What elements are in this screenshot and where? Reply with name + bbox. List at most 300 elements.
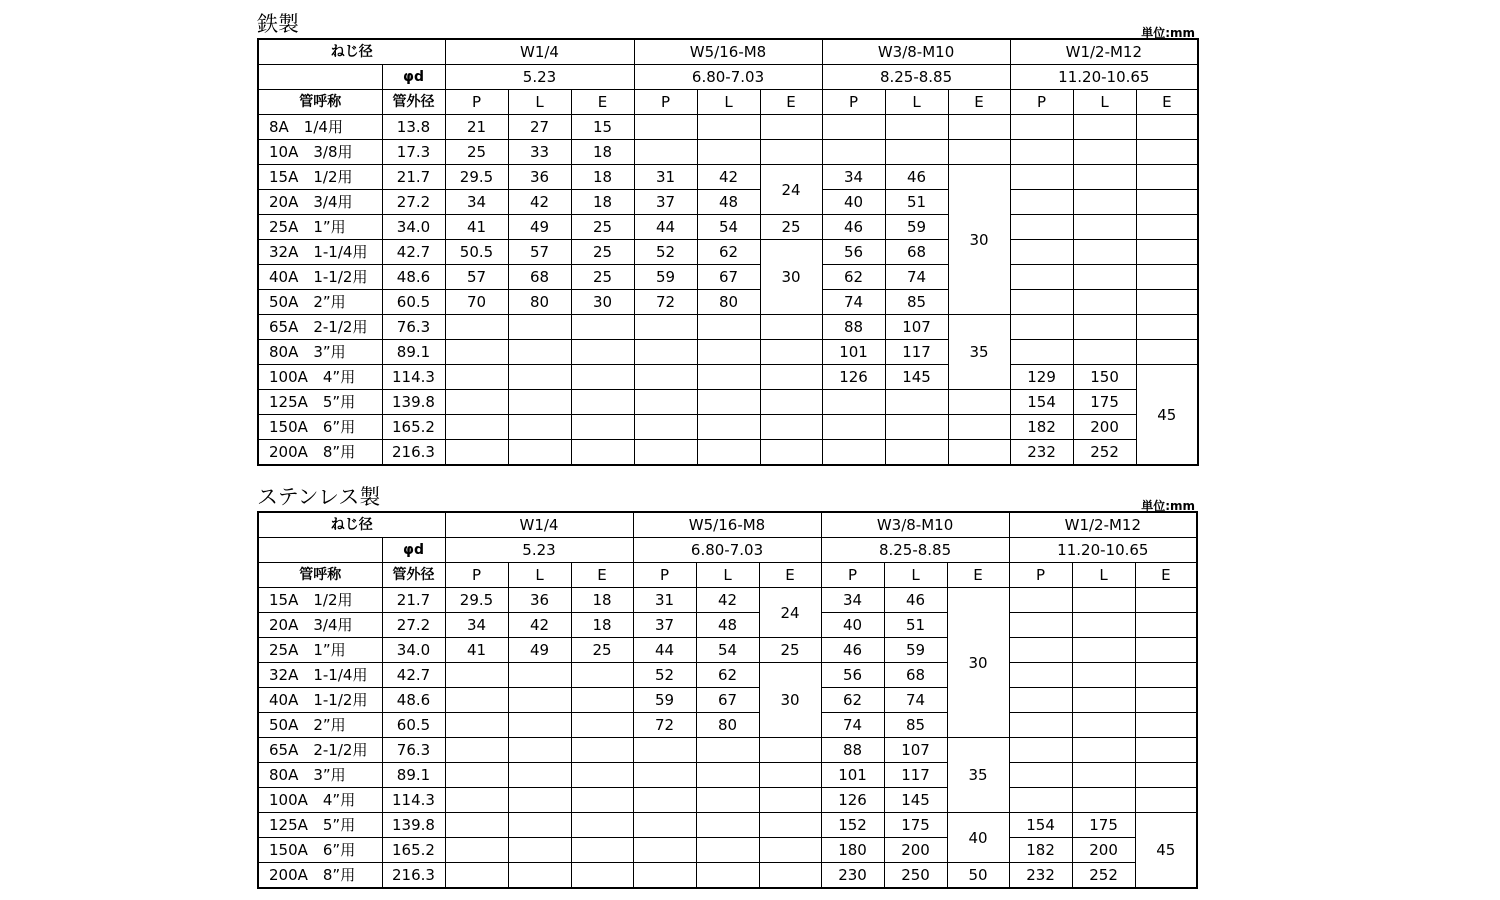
table-row	[258, 165, 1198, 190]
cell: 18	[571, 165, 634, 190]
table-row	[258, 240, 1198, 265]
cell	[1009, 713, 1072, 738]
cell	[948, 390, 1010, 415]
cell: 34	[822, 165, 885, 190]
cell: 40	[821, 613, 884, 638]
cell: 74	[822, 290, 885, 315]
pipe-name: 125A 5”用	[258, 813, 382, 838]
cell: 52	[634, 240, 697, 265]
cell	[445, 663, 508, 688]
cell: 25	[571, 240, 634, 265]
cell	[633, 763, 696, 788]
cell	[759, 788, 821, 813]
outer-diameter: 114.3	[382, 788, 445, 813]
phi-w38: 8.25-8.85	[821, 538, 1009, 563]
cell	[1136, 165, 1198, 190]
cell	[948, 140, 1010, 165]
cell	[571, 738, 633, 763]
cell	[445, 415, 508, 440]
pipe-name: 20A 3/4用	[258, 190, 382, 215]
table-row	[258, 140, 1198, 165]
outer-diameter: 139.8	[382, 813, 445, 838]
cell	[1135, 788, 1197, 813]
cell: 18	[571, 190, 634, 215]
pipe-name: 200A 8”用	[258, 863, 382, 889]
cell	[696, 863, 759, 889]
cell: 62	[696, 663, 759, 688]
cell: 200	[884, 838, 947, 863]
cell	[696, 788, 759, 813]
cell	[1009, 688, 1072, 713]
pipe-name: 15A 1/2用	[258, 165, 382, 190]
cell	[1073, 340, 1136, 365]
cell: 88	[821, 738, 884, 763]
outer-diameter: 89.1	[382, 340, 445, 365]
outer-diameter: 34.0	[382, 215, 445, 240]
cell: 180	[821, 838, 884, 863]
merged-e: 30	[947, 588, 1009, 738]
cell	[1135, 613, 1197, 638]
cell	[697, 440, 760, 466]
cell: 18	[571, 613, 633, 638]
cell	[571, 838, 633, 863]
thread-w516: W5/16-M8	[634, 39, 822, 65]
cell	[822, 115, 885, 140]
cell: 59	[885, 215, 948, 240]
cell	[760, 315, 822, 340]
cell	[885, 440, 948, 466]
cell	[1073, 240, 1136, 265]
cell: 74	[884, 688, 947, 713]
cell: 29.5	[445, 588, 508, 613]
cell: 46	[884, 588, 947, 613]
cell: 62	[821, 688, 884, 713]
cell: 182	[1009, 838, 1072, 863]
cell: 175	[1073, 390, 1136, 415]
cell	[1010, 190, 1073, 215]
table-row	[258, 315, 1198, 340]
cell	[1073, 165, 1136, 190]
merged-e: 25	[760, 215, 822, 240]
cell	[696, 838, 759, 863]
cell	[1136, 140, 1198, 165]
cell	[1072, 788, 1135, 813]
cell	[948, 415, 1010, 440]
thread-diameter-label: ねじ径	[258, 512, 445, 538]
cell: 80	[697, 290, 760, 315]
cell	[759, 838, 821, 863]
cell: 44	[633, 638, 696, 663]
cell	[633, 738, 696, 763]
cell	[1010, 165, 1073, 190]
table-row	[258, 813, 1197, 838]
cell	[1010, 140, 1073, 165]
cell: 250	[884, 863, 947, 889]
cell	[1072, 638, 1135, 663]
phi-w12: 11.20-10.65	[1010, 65, 1198, 90]
outer-diameter: 89.1	[382, 763, 445, 788]
cell: 51	[885, 190, 948, 215]
col-l: L	[697, 90, 760, 115]
cell	[1010, 340, 1073, 365]
phi-w516: 6.80-7.03	[633, 538, 821, 563]
cell	[1010, 215, 1073, 240]
cell	[759, 863, 821, 889]
cell	[633, 863, 696, 889]
outer-diameter: 60.5	[382, 713, 445, 738]
col-e: E	[1135, 563, 1197, 588]
stainless-section	[257, 483, 1197, 889]
cell: 80	[508, 290, 571, 315]
cell: 107	[885, 315, 948, 340]
cell	[760, 415, 822, 440]
outer-diameter: 216.3	[382, 440, 445, 466]
iron-section	[257, 10, 1197, 466]
table-row	[258, 838, 1197, 863]
col-e: E	[759, 563, 821, 588]
cell	[1072, 663, 1135, 688]
outer-diameter: 165.2	[382, 838, 445, 863]
cell: 80	[696, 713, 759, 738]
col-p: P	[822, 90, 885, 115]
cell: 46	[822, 215, 885, 240]
cell: 175	[1072, 813, 1135, 838]
cell	[634, 340, 697, 365]
col-e: E	[760, 90, 822, 115]
table-row	[258, 688, 1197, 713]
cell: 59	[634, 265, 697, 290]
cell	[697, 390, 760, 415]
pipe-name: 200A 8”用	[258, 440, 382, 466]
cell	[760, 115, 822, 140]
table-row	[258, 190, 1198, 215]
cell: 182	[1010, 415, 1073, 440]
cell: 34	[821, 588, 884, 613]
cell: 46	[885, 165, 948, 190]
cell	[633, 838, 696, 863]
blank-cell	[258, 538, 382, 563]
cell: 36	[508, 165, 571, 190]
stainless-title: ステンレス製	[257, 485, 381, 509]
cell	[445, 390, 508, 415]
cell	[1135, 738, 1197, 763]
iron-unit-label: 単位:mm	[1141, 26, 1195, 40]
cell: 18	[571, 588, 633, 613]
phi-w516: 6.80-7.03	[634, 65, 822, 90]
cell	[1073, 290, 1136, 315]
outer-diameter: 60.5	[382, 290, 445, 315]
cell	[445, 863, 508, 889]
table-row	[258, 390, 1198, 415]
cell	[1072, 713, 1135, 738]
outer-diameter: 42.7	[382, 663, 445, 688]
cell	[1073, 265, 1136, 290]
col-l: L	[508, 90, 571, 115]
cell	[1009, 638, 1072, 663]
cell	[508, 738, 571, 763]
thread-w12: W1/2-M12	[1009, 512, 1197, 538]
cell	[1136, 115, 1198, 140]
cell	[1009, 663, 1072, 688]
cell	[822, 390, 885, 415]
merged-e: 30	[759, 663, 821, 738]
cell	[822, 415, 885, 440]
col-l: L	[885, 90, 948, 115]
pipe-name: 150A 6”用	[258, 838, 382, 863]
cell: 42	[508, 190, 571, 215]
cell	[634, 440, 697, 466]
cell	[697, 140, 760, 165]
cell	[508, 863, 571, 889]
cell	[1010, 315, 1073, 340]
cell	[760, 340, 822, 365]
cell	[1136, 215, 1198, 240]
cell: 68	[884, 663, 947, 688]
cell: 25	[445, 140, 508, 165]
pipe-name: 65A 2-1/2用	[258, 315, 382, 340]
pipe-name: 125A 5”用	[258, 390, 382, 415]
cell: 72	[634, 290, 697, 315]
outer-diameter: 27.2	[382, 613, 445, 638]
cell: 117	[885, 340, 948, 365]
cell	[508, 415, 571, 440]
outer-diameter: 27.2	[382, 190, 445, 215]
cell: 46	[821, 638, 884, 663]
pipe-name: 10A 3/8用	[258, 140, 382, 165]
cell	[1073, 190, 1136, 215]
cell: 145	[884, 788, 947, 813]
cell: 68	[508, 265, 571, 290]
pipe-name: 100A 4”用	[258, 365, 382, 390]
cell: 154	[1010, 390, 1073, 415]
thread-w516: W5/16-M8	[633, 512, 821, 538]
cell	[1135, 638, 1197, 663]
cell: 34	[445, 190, 508, 215]
cell: 70	[445, 290, 508, 315]
iron-col-label-row	[258, 90, 1198, 115]
cell: 18	[571, 140, 634, 165]
cell	[760, 440, 822, 466]
cell: 67	[696, 688, 759, 713]
cell	[445, 838, 508, 863]
cell: 252	[1072, 863, 1135, 889]
cell: 34	[445, 613, 508, 638]
cell: 30	[571, 290, 634, 315]
col-l: L	[1073, 90, 1136, 115]
cell: 88	[822, 315, 885, 340]
pipe-name: 32A 1-1/4用	[258, 240, 382, 265]
cell	[1136, 340, 1198, 365]
table-row	[258, 788, 1197, 813]
pipe-name-label: 管呼称	[258, 563, 382, 588]
pipe-name: 25A 1”用	[258, 638, 382, 663]
stainless-col-label-row	[258, 563, 1197, 588]
cell: 25	[571, 638, 633, 663]
merged-e: 50	[947, 863, 1009, 889]
cell: 232	[1010, 440, 1073, 466]
cell: 42	[508, 613, 571, 638]
outer-diameter-label: 管外径	[382, 563, 445, 588]
outer-diameter: 48.6	[382, 688, 445, 713]
cell	[445, 340, 508, 365]
iron-spec-table	[257, 38, 1199, 466]
merged-e: 25	[759, 638, 821, 663]
thread-w14: W1/4	[445, 512, 633, 538]
cell	[1009, 738, 1072, 763]
cell	[1072, 613, 1135, 638]
cell: 62	[697, 240, 760, 265]
cell: 49	[508, 638, 571, 663]
cell	[1135, 688, 1197, 713]
table-row	[258, 440, 1198, 466]
phi-d-label: φd	[382, 538, 445, 563]
merged-e: 35	[948, 315, 1010, 390]
table-row	[258, 265, 1198, 290]
cell	[822, 140, 885, 165]
cell	[571, 663, 633, 688]
col-l: L	[508, 563, 571, 588]
cell	[571, 440, 634, 466]
cell: 36	[508, 588, 571, 613]
cell	[1135, 763, 1197, 788]
pipe-name: 80A 3”用	[258, 763, 382, 788]
col-p: P	[445, 563, 508, 588]
cell	[633, 788, 696, 813]
cell	[445, 440, 508, 466]
cell	[1073, 115, 1136, 140]
cell: 31	[634, 165, 697, 190]
cell	[571, 365, 634, 390]
cell: 29.5	[445, 165, 508, 190]
cell: 57	[445, 265, 508, 290]
cell: 232	[1009, 863, 1072, 889]
cell	[948, 440, 1010, 466]
cell	[697, 315, 760, 340]
cell: 101	[821, 763, 884, 788]
pipe-name: 20A 3/4用	[258, 613, 382, 638]
cell: 42	[697, 165, 760, 190]
cell	[1072, 738, 1135, 763]
thread-w14: W1/4	[445, 39, 634, 65]
cell: 52	[633, 663, 696, 688]
cell	[508, 663, 571, 688]
table-row	[258, 613, 1197, 638]
cell	[1072, 688, 1135, 713]
cell	[571, 763, 633, 788]
cell	[1009, 763, 1072, 788]
pipe-name: 100A 4”用	[258, 788, 382, 813]
cell: 101	[822, 340, 885, 365]
cell	[759, 813, 821, 838]
cell	[508, 390, 571, 415]
outer-diameter: 42.7	[382, 240, 445, 265]
iron-phi-row	[258, 65, 1198, 90]
table-row	[258, 215, 1198, 240]
cell: 62	[822, 265, 885, 290]
cell	[508, 688, 571, 713]
cell: 107	[884, 738, 947, 763]
cell	[634, 365, 697, 390]
cell	[697, 340, 760, 365]
blank-cell	[258, 65, 382, 90]
table-row	[258, 365, 1198, 390]
cell: 21	[445, 115, 508, 140]
stainless-unit-label: 単位:mm	[1141, 499, 1195, 513]
cell	[1010, 240, 1073, 265]
pipe-name: 25A 1”用	[258, 215, 382, 240]
table-row	[258, 663, 1197, 688]
cell	[1010, 290, 1073, 315]
cell: 56	[821, 663, 884, 688]
cell: 85	[885, 290, 948, 315]
col-p: P	[633, 563, 696, 588]
merged-e: 30	[948, 165, 1010, 315]
outer-diameter: 76.3	[382, 315, 445, 340]
pipe-name: 8A 1/4用	[258, 115, 382, 140]
cell: 44	[634, 215, 697, 240]
cell	[1010, 265, 1073, 290]
cell: 37	[633, 613, 696, 638]
cell: 200	[1072, 838, 1135, 863]
cell: 42	[696, 588, 759, 613]
table-row	[258, 588, 1197, 613]
cell	[634, 415, 697, 440]
col-e: E	[571, 90, 634, 115]
cell	[1135, 588, 1197, 613]
cell: 74	[821, 713, 884, 738]
cell: 31	[633, 588, 696, 613]
merged-e: 40	[947, 813, 1009, 863]
cell	[1072, 763, 1135, 788]
cell: 56	[822, 240, 885, 265]
col-p: P	[634, 90, 697, 115]
cell	[445, 738, 508, 763]
cell	[696, 738, 759, 763]
cell	[445, 365, 508, 390]
cell	[1136, 290, 1198, 315]
cell: 27	[508, 115, 571, 140]
cell: 117	[884, 763, 947, 788]
cell: 41	[445, 638, 508, 663]
cell: 54	[697, 215, 760, 240]
cell	[445, 788, 508, 813]
iron-title: 鉄製	[257, 12, 299, 36]
table-row	[258, 738, 1197, 763]
cell	[1135, 713, 1197, 738]
merged-e: 35	[947, 738, 1009, 813]
outer-diameter: 139.8	[382, 390, 445, 415]
phi-w14: 5.23	[445, 65, 634, 90]
cell	[571, 415, 634, 440]
cell	[1073, 215, 1136, 240]
cell: 152	[821, 813, 884, 838]
cell: 48	[696, 613, 759, 638]
table-row	[258, 863, 1197, 889]
merged-e: 45	[1135, 813, 1197, 889]
cell	[508, 788, 571, 813]
table-row	[258, 638, 1197, 663]
cell	[508, 838, 571, 863]
cell	[508, 340, 571, 365]
cell	[571, 788, 633, 813]
cell	[697, 415, 760, 440]
cell	[445, 688, 508, 713]
outer-diameter: 76.3	[382, 738, 445, 763]
outer-diameter: 165.2	[382, 415, 445, 440]
merged-e: 24	[759, 588, 821, 638]
stainless-thread-header-row	[258, 512, 1197, 538]
outer-diameter: 216.3	[382, 863, 445, 889]
